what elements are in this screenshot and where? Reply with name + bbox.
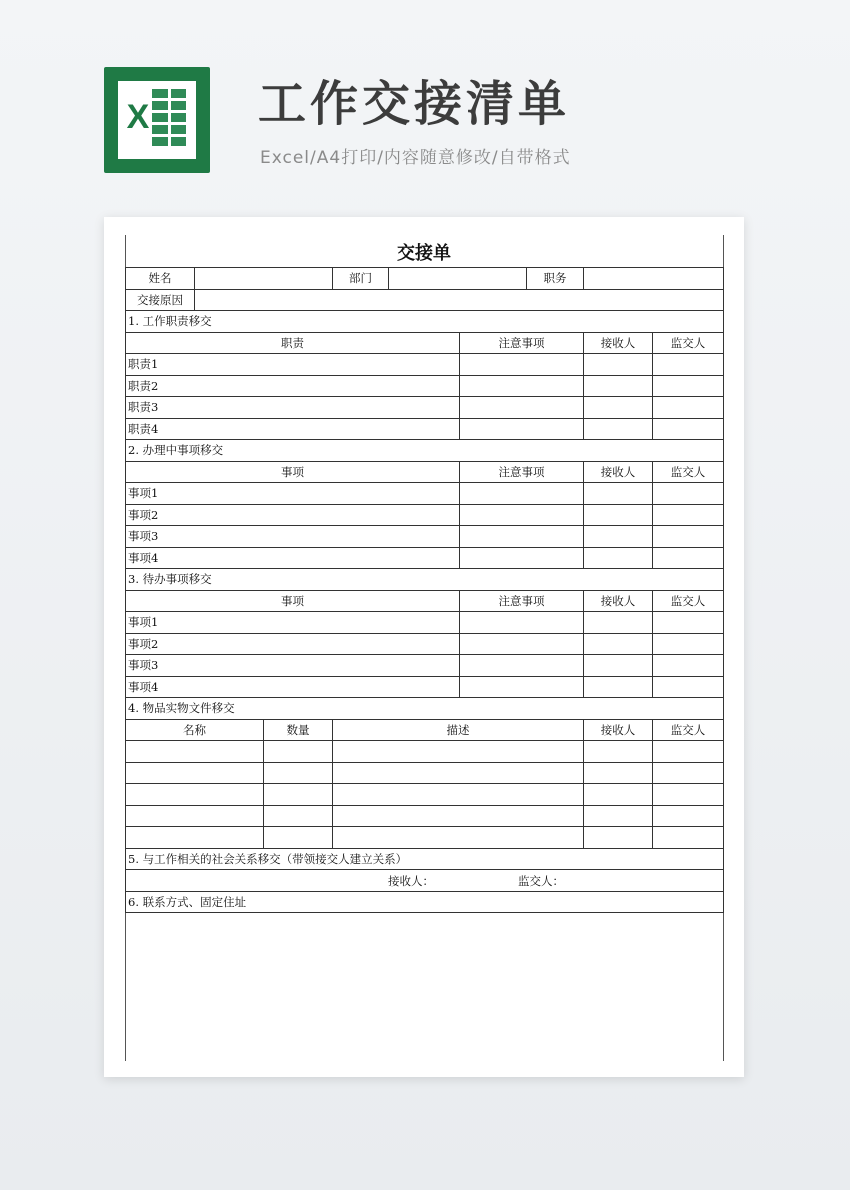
section5-title-row — [126, 848, 724, 870]
section5-title: 5. 与工作相关的社会关系移交（带领接交人建立关系） — [126, 848, 724, 870]
quantity-cell[interactable] — [264, 827, 333, 849]
supervisor-cell[interactable] — [653, 827, 724, 849]
section2-title-row — [126, 440, 724, 462]
info-row — [126, 268, 724, 290]
reason-field[interactable] — [195, 289, 724, 311]
notes-cell[interactable] — [460, 526, 584, 548]
receiver-cell[interactable] — [584, 547, 653, 569]
receiver-cell[interactable] — [584, 633, 653, 655]
reason-label: 交接原因 — [126, 289, 195, 311]
receiver-cell[interactable] — [584, 526, 653, 548]
section6-title-row — [126, 891, 724, 913]
receiver-cell[interactable] — [584, 784, 653, 806]
reason-row — [126, 289, 724, 311]
row-label: 事项4 — [126, 547, 460, 569]
row-label: 事项4 — [126, 676, 460, 698]
supervisor-cell[interactable] — [653, 547, 724, 569]
section3-header-row — [126, 590, 724, 612]
supervisor-cell[interactable] — [653, 526, 724, 548]
row-label: 职责3 — [126, 397, 460, 419]
row-label: 事项3 — [126, 655, 460, 677]
supervisor-cell[interactable] — [653, 784, 724, 806]
column-header: 描述 — [333, 719, 584, 741]
supervisor-cell[interactable] — [653, 504, 724, 526]
supervisor-cell[interactable] — [653, 483, 724, 505]
receiver-cell[interactable] — [584, 762, 653, 784]
receiver-cell[interactable] — [584, 375, 653, 397]
receiver-cell[interactable] — [584, 741, 653, 763]
table-row — [126, 676, 724, 698]
supervisor-cell[interactable] — [653, 418, 724, 440]
supervisor-cell[interactable] — [653, 375, 724, 397]
position-field[interactable] — [584, 268, 724, 290]
quantity-cell[interactable] — [264, 762, 333, 784]
receiver-cell[interactable] — [584, 612, 653, 634]
quantity-cell[interactable] — [264, 784, 333, 806]
quantity-cell[interactable] — [264, 805, 333, 827]
table-row — [126, 526, 724, 548]
table-row — [126, 805, 724, 827]
social-relations-field[interactable] — [126, 870, 724, 892]
dept-field[interactable] — [389, 268, 527, 290]
section1-header-row — [126, 332, 724, 354]
row-label: 事项3 — [126, 526, 460, 548]
table-row — [126, 375, 724, 397]
row-label: 事项1 — [126, 612, 460, 634]
row-label: 事项2 — [126, 504, 460, 526]
row-label: 职责1 — [126, 354, 460, 376]
table-row — [126, 612, 724, 634]
notes-cell[interactable] — [460, 418, 584, 440]
receiver-cell[interactable] — [584, 483, 653, 505]
section2-header-row — [126, 461, 724, 483]
table-row — [126, 354, 724, 376]
supervisor-cell[interactable] — [653, 655, 724, 677]
notes-cell[interactable] — [460, 397, 584, 419]
supervisor-cell[interactable] — [653, 676, 724, 698]
notes-cell[interactable] — [460, 483, 584, 505]
row-label: 事项1 — [126, 483, 460, 505]
column-header: 名称 — [126, 719, 264, 741]
notes-cell[interactable] — [460, 354, 584, 376]
item-name-cell[interactable] — [126, 827, 264, 849]
column-header: 监交人 — [653, 590, 724, 612]
receiver-cell[interactable] — [584, 504, 653, 526]
logo-grid-icon — [152, 89, 186, 149]
column-header: 注意事项 — [460, 332, 584, 354]
receiver-cell[interactable] — [584, 676, 653, 698]
table-row — [126, 784, 724, 806]
excel-logo — [104, 67, 210, 173]
item-name-cell[interactable] — [126, 805, 264, 827]
receiver-cell[interactable] — [584, 805, 653, 827]
notes-cell[interactable] — [460, 655, 584, 677]
row-label: 职责2 — [126, 375, 460, 397]
column-header: 数量 — [264, 719, 333, 741]
column-header: 接收人 — [584, 332, 653, 354]
row-label: 职责4 — [126, 418, 460, 440]
description-cell[interactable] — [333, 827, 584, 849]
supervisor-cell[interactable] — [653, 612, 724, 634]
supervisor-cell[interactable] — [653, 633, 724, 655]
page-title: 工作交接清单 — [258, 76, 571, 132]
section3-title: 3. 待办事项移交 — [126, 569, 724, 591]
table-row — [126, 762, 724, 784]
supervisor-cell[interactable] — [653, 762, 724, 784]
receiver-cell[interactable] — [584, 354, 653, 376]
column-header: 监交人 — [653, 332, 724, 354]
receiver-cell[interactable] — [584, 397, 653, 419]
column-header: 注意事项 — [460, 590, 584, 612]
receiver-cell[interactable] — [584, 418, 653, 440]
column-header: 接收人 — [584, 719, 653, 741]
notes-cell[interactable] — [460, 612, 584, 634]
table-row — [126, 504, 724, 526]
section2-title: 2. 办理中事项移交 — [126, 440, 724, 462]
receiver-sign-label: 接收人： — [388, 873, 434, 888]
item-name-cell[interactable] — [126, 762, 264, 784]
excel-icon: X — [126, 98, 150, 136]
section1-title-row — [126, 311, 724, 333]
section5-content-row — [126, 870, 724, 892]
supervisor-cell[interactable] — [653, 805, 724, 827]
column-header: 职责 — [126, 332, 460, 354]
receiver-cell[interactable] — [584, 827, 653, 849]
notes-cell[interactable] — [460, 633, 584, 655]
description-cell[interactable] — [333, 741, 584, 763]
section3-title-row — [126, 569, 724, 591]
signature-line — [128, 873, 721, 891]
table-row — [126, 397, 724, 419]
document-paper — [104, 217, 744, 1077]
column-header: 事项 — [126, 590, 460, 612]
supervisor-cell[interactable] — [653, 397, 724, 419]
section6-title: 6. 联系方式、固定住址 — [126, 891, 724, 913]
column-header: 监交人 — [653, 719, 724, 741]
table-row — [126, 741, 724, 763]
column-header: 接收人 — [584, 461, 653, 483]
description-cell[interactable] — [333, 762, 584, 784]
notes-cell[interactable] — [460, 375, 584, 397]
section4-header-row — [126, 719, 724, 741]
name-label: 姓名 — [126, 268, 195, 290]
item-name-cell[interactable] — [126, 741, 264, 763]
receiver-cell[interactable] — [584, 655, 653, 677]
quantity-cell[interactable] — [264, 741, 333, 763]
table-row — [126, 418, 724, 440]
form-title: 交接单 — [397, 243, 451, 264]
supervisor-sign-label: 监交人： — [518, 873, 564, 888]
table-row — [126, 633, 724, 655]
notes-cell[interactable] — [460, 504, 584, 526]
description-cell[interactable] — [333, 805, 584, 827]
page-subtitle: Excel/A4打印/内容随意修改/自带格式 — [260, 148, 571, 168]
row-label: 事项2 — [126, 633, 460, 655]
description-cell[interactable] — [333, 784, 584, 806]
name-field[interactable] — [195, 268, 333, 290]
table-row — [126, 655, 724, 677]
notes-cell[interactable] — [460, 547, 584, 569]
section4-title: 4. 物品实物文件移交 — [126, 698, 724, 720]
column-header: 事项 — [126, 461, 460, 483]
handover-form — [125, 267, 724, 913]
column-header: 监交人 — [653, 461, 724, 483]
notes-cell[interactable] — [460, 676, 584, 698]
column-header: 注意事项 — [460, 461, 584, 483]
supervisor-cell[interactable] — [653, 354, 724, 376]
table-row — [126, 547, 724, 569]
section4-title-row — [126, 698, 724, 720]
column-header: 接收人 — [584, 590, 653, 612]
position-label: 职务 — [527, 268, 584, 290]
dept-label: 部门 — [333, 268, 389, 290]
table-row — [126, 483, 724, 505]
table-row — [126, 827, 724, 849]
item-name-cell[interactable] — [126, 784, 264, 806]
section1-title: 1. 工作职责移交 — [126, 311, 724, 333]
supervisor-cell[interactable] — [653, 741, 724, 763]
